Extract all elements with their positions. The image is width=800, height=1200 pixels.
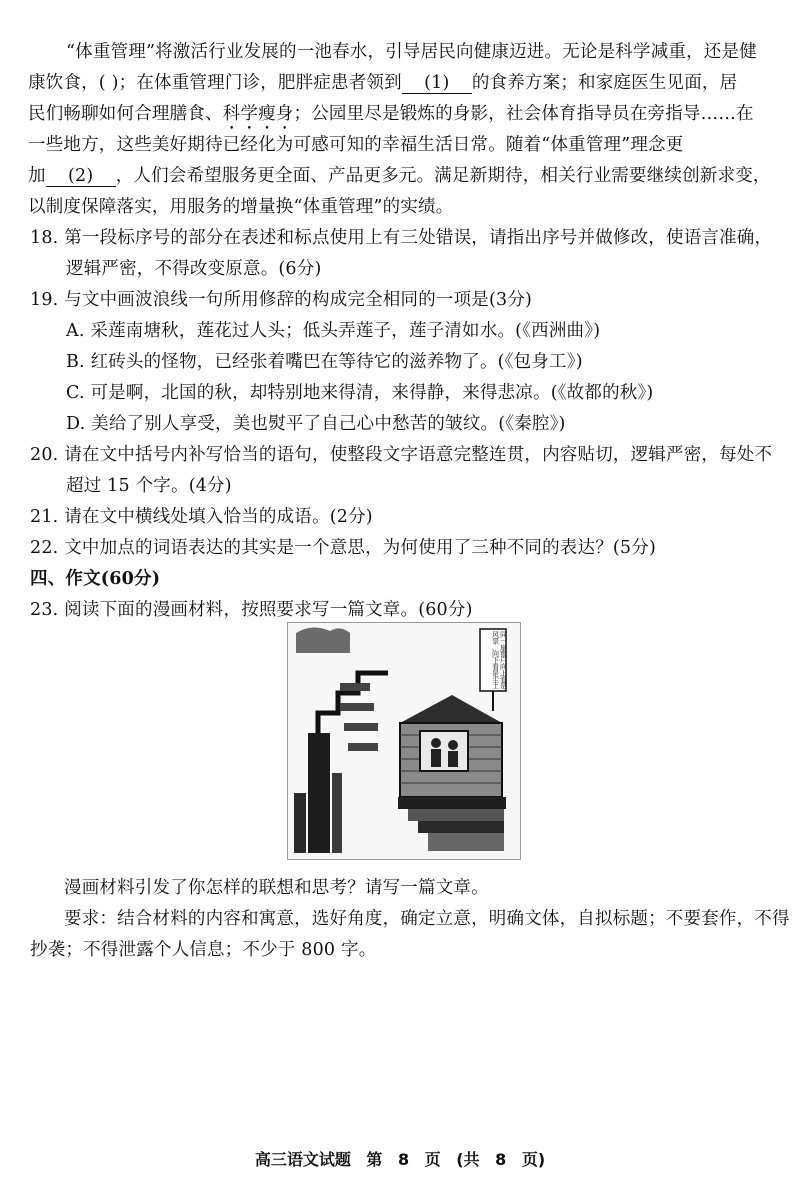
passage-line-2 bbox=[28, 71, 774, 95]
blank-2: (2) bbox=[46, 166, 116, 187]
foundation-4 bbox=[428, 833, 504, 851]
question-22: 22. 文中加点的词语表达的其实是一个意思，为何使用了三种不同的表达？(5分) bbox=[30, 538, 656, 558]
question-19: 19. 与文中画波浪线一句所用修辞的构成完全相同的一项是(3分) bbox=[30, 290, 533, 310]
person-2-body bbox=[448, 751, 458, 767]
passage-line-6 bbox=[28, 195, 774, 219]
sign-2 bbox=[340, 703, 374, 711]
question-23: 23. 阅读下面的漫画材料，按照要求写一篇文章。(60分) bbox=[30, 600, 473, 620]
passage-text: ，人们会希望服务更全面、产品更多元。满足新期待，相关行业需要继续创新求变， bbox=[115, 166, 771, 186]
passage-line-5 bbox=[28, 164, 774, 188]
comic-drawing bbox=[288, 623, 520, 859]
blank-1: (1) bbox=[402, 73, 472, 94]
section-4-heading: 四、作文(60分) bbox=[30, 569, 161, 589]
question-20-line-2: 超过 15 个字。(4分) bbox=[66, 476, 232, 496]
person-2-head bbox=[448, 740, 458, 750]
chimney-edge bbox=[294, 793, 306, 853]
chimney-left bbox=[308, 733, 330, 853]
question-18-line-1: 18. 第一段标序号的部分在表述和标点使用上有三处错误，请指出序号并做修改，使语言准确， bbox=[30, 228, 773, 248]
comic-illustration bbox=[287, 622, 521, 860]
passage-text: 康饮食，( )；在体重管理门诊，肥胖症患者领到 bbox=[28, 73, 402, 93]
essay-requirements-line-2: 抄袭；不得泄露个人信息；不少于 800 字。 bbox=[30, 940, 377, 960]
passage-text: 的食养方案；和家庭医生见面，居 bbox=[471, 73, 738, 93]
passage-text: 加 bbox=[28, 166, 46, 186]
page-footer: 高三语文试题 第 8 页 (共 8 页) bbox=[254, 1150, 546, 1169]
foundation-1 bbox=[398, 797, 506, 809]
question-19-option-a: A. 采莲南塘秋，莲花过人头；低头弄莲子，莲子清如水。(《西洲曲》) bbox=[66, 321, 601, 341]
sign-4 bbox=[348, 743, 378, 751]
passage-text: 一些地方，这些美好期待已经化为可感可知的幸福生活日常。随着“体重管理”理念更 bbox=[28, 135, 684, 155]
passage-line-1 bbox=[66, 40, 774, 64]
question-18-line-2: 逻辑严密，不得改变原意。(6分) bbox=[66, 259, 322, 279]
cloud-shape bbox=[296, 627, 350, 653]
caption-text: 同一扇窗户向上看是风景，向下看是尘土 bbox=[492, 631, 507, 691]
dotted-phrase: 科学瘦身 bbox=[222, 104, 294, 124]
passage-line-3 bbox=[28, 102, 774, 134]
house-roof bbox=[400, 695, 502, 723]
sign-3 bbox=[344, 723, 378, 731]
question-21: 21. 请在文中横线处填入恰当的成语。(2分) bbox=[30, 507, 373, 527]
person-1-body bbox=[431, 749, 441, 767]
question-19-option-c: C. 可是啊，北国的秋，却特别地来得清，来得静，来得悲凉。(《故都的秋》) bbox=[66, 383, 654, 403]
foundation-3 bbox=[418, 821, 504, 833]
foundation-2 bbox=[408, 809, 504, 821]
passage-line-4 bbox=[28, 133, 774, 157]
essay-prompt: 漫画材料引发了你怎样的联想和思考？请写一篇文章。 bbox=[64, 878, 489, 898]
question-19-option-d: D. 美给了别人享受，美也熨平了自己心中愁苦的皱纹。(《秦腔》) bbox=[66, 414, 566, 434]
sign-1 bbox=[340, 683, 370, 691]
question-20-line-1: 20. 请在文中括号内补写恰当的语句，使整段文字语意完整连贯，内容贴切，逻辑严密，每处不 bbox=[30, 445, 773, 465]
person-1-head bbox=[431, 738, 441, 748]
passage-text: 以制度保障落实，用服务的增量换“体重管理”的实绩。 bbox=[28, 197, 454, 217]
passage-text: “体重管理”将激活行业发展的一池春水，引导居民向健康迈进。无论是科学减重，还是健 bbox=[66, 42, 757, 62]
essay-requirements-line-1: 要求：结合材料的内容和寓意，选好角度，确定立意，明确文体，自拟标题；不要套作，不得 bbox=[64, 909, 790, 929]
chimney-small bbox=[332, 773, 342, 853]
house-window bbox=[420, 731, 468, 771]
passage-text: ；公园里尽是锻炼的身影，社会体育指导员在旁指导……在 bbox=[293, 104, 754, 124]
passage-text: 民们畅聊如何合理膳食、 bbox=[28, 104, 223, 124]
question-19-option-b: B. 红砖头的怪物，已经张着嘴巴在等待它的滋养物了。(《包身工》) bbox=[66, 352, 583, 372]
